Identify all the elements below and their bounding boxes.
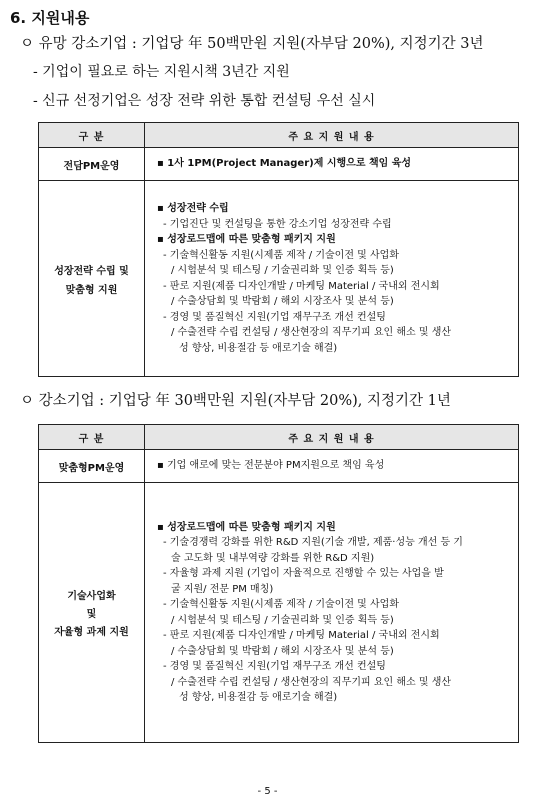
table2-row2-content [145,483,519,743]
page-number: - 5 - [257,786,278,797]
content-line: - 기술혁신활동 지원(시제품 제작 / 기술이전 및 사업화 [163,599,399,610]
table1-row1-content [145,148,519,181]
content-line: - 판로 지원(제품 디자인개발 / 마케팅 Material / 국내외 전시회 [163,280,440,292]
table1-row1-category: 전담PM운영 [39,148,145,181]
section-title: 6. 지원내용 [10,9,90,27]
item1-sub1: - 기업이 필요로 하는 지원시책 3년간 지원 [33,64,290,80]
content-line: - 자율형 과제 지원 (기업이 자율적으로 진행할 수 있는 사업을 발 [163,568,444,579]
table1-row2-content [145,181,519,377]
content-line: / 시험분석 및 테스팅 / 기술권리화 및 인증 획득 등) [171,265,394,276]
table1-header-row [39,123,519,148]
table-row [39,181,519,377]
table1-row2-category [39,181,145,377]
category-line: 자율형 과제 지원 [54,627,129,638]
item2-heading: ㅇ 강소기업 : 기업당 年 30백만원 지원(자부담 20%), 지정기간 1년 [20,393,451,409]
support-table-1 [38,122,519,377]
content-line: 성 향상, 비용절감 등 애로기술 해결) [179,692,338,703]
category-line: 맞춤형 지원 [65,284,118,296]
table2-row1-content [145,450,519,483]
content-line: / 시험분석 및 테스팅 / 기술권리화 및 인증 획득 등) [171,614,394,626]
item1-heading: ㅇ 유망 강소기업 : 기업당 年 50백만원 지원(자부담 20%), 지정기간 3년 [20,36,484,52]
content-line: / 수출상담회 및 박람회 / 해외 시장조사 및 분석 등) [171,645,394,657]
content-line: ▪ 성장로드맵에 따른 맞춤형 패키지 지원 [157,234,336,245]
table2-col1-header: 구 분 [39,425,145,450]
content-line: / 수출전략 수립 컨설팅 / 생산현장의 직무기피 요인 해소 및 생산 [171,676,452,688]
content-line: - 경영 및 품질혁신 지원(기업 재무구조 개선 컨설팅 [163,311,386,323]
category-line: 성장전략 수립 및 [54,265,129,277]
content-line: - 경영 및 품질혁신 지원(기업 재무구조 개선 컨설팅 [163,661,386,672]
content-line: 술 고도화 및 내부역량 강화를 위한 R&D 지원) [171,552,375,564]
table2-row1-category: 맞춤형PM운영 [39,450,145,483]
item1-sub2: - 신규 선정기업은 성장 전략 위한 통합 컨설팅 우선 실시 [33,93,376,109]
content-line: - 기술혁신활동 지원(시제품 제작 / 기술이전 및 사업화 [163,249,399,261]
content-line: ▪ 성장로드맵에 따른 맞춤형 패키지 지원 [157,521,336,533]
content-line: / 수출상담회 및 박람회 / 해외 시장조사 및 분석 등) [171,296,394,307]
content-line: - 기업진단 및 컨설팅을 통한 강소기업 성장전략 수립 [163,218,392,230]
content-line: - 판로 지원(제품 디자인개발 / 마케팅 Material / 국내외 전시회 [163,630,440,641]
category-line: 및 [86,609,97,620]
category-line: 기술사업화 [67,591,116,602]
table2-col2-header: 주 요 지 원 내 용 [145,425,519,450]
table1-col1-header: 구 분 [39,123,145,148]
table-row [39,148,519,181]
content-line: ▪ 기업 애로에 맞는 전문분야 PM지원으로 책임 육성 [157,460,385,472]
table2-row2-category [39,483,145,743]
content-line: 굴 지원/ 전문 PM 매칭) [171,583,274,595]
table-row [39,450,519,483]
table2-header-row [39,425,519,450]
content-line: - 기술경쟁력 강화를 위한 R&D 지원(기술 개발, 제품·성능 개선 등 기 [163,537,463,548]
content-line: ▪ 성장전략 수립 [157,203,229,214]
content-line: 성 향상, 비용절감 등 애로기술 해결) [179,342,338,354]
table1-col2-header: 주 요 지 원 내 용 [145,123,519,148]
table-row [39,483,519,743]
content-line: / 수출전략 수립 컨설팅 / 생산현장의 직무기피 요인 해소 및 생산 [171,327,452,338]
support-table-2 [38,424,519,743]
table1-row1-line: ▪ 1사 1PM(Project Manager)제 시행으로 책임 육성 [157,158,412,170]
